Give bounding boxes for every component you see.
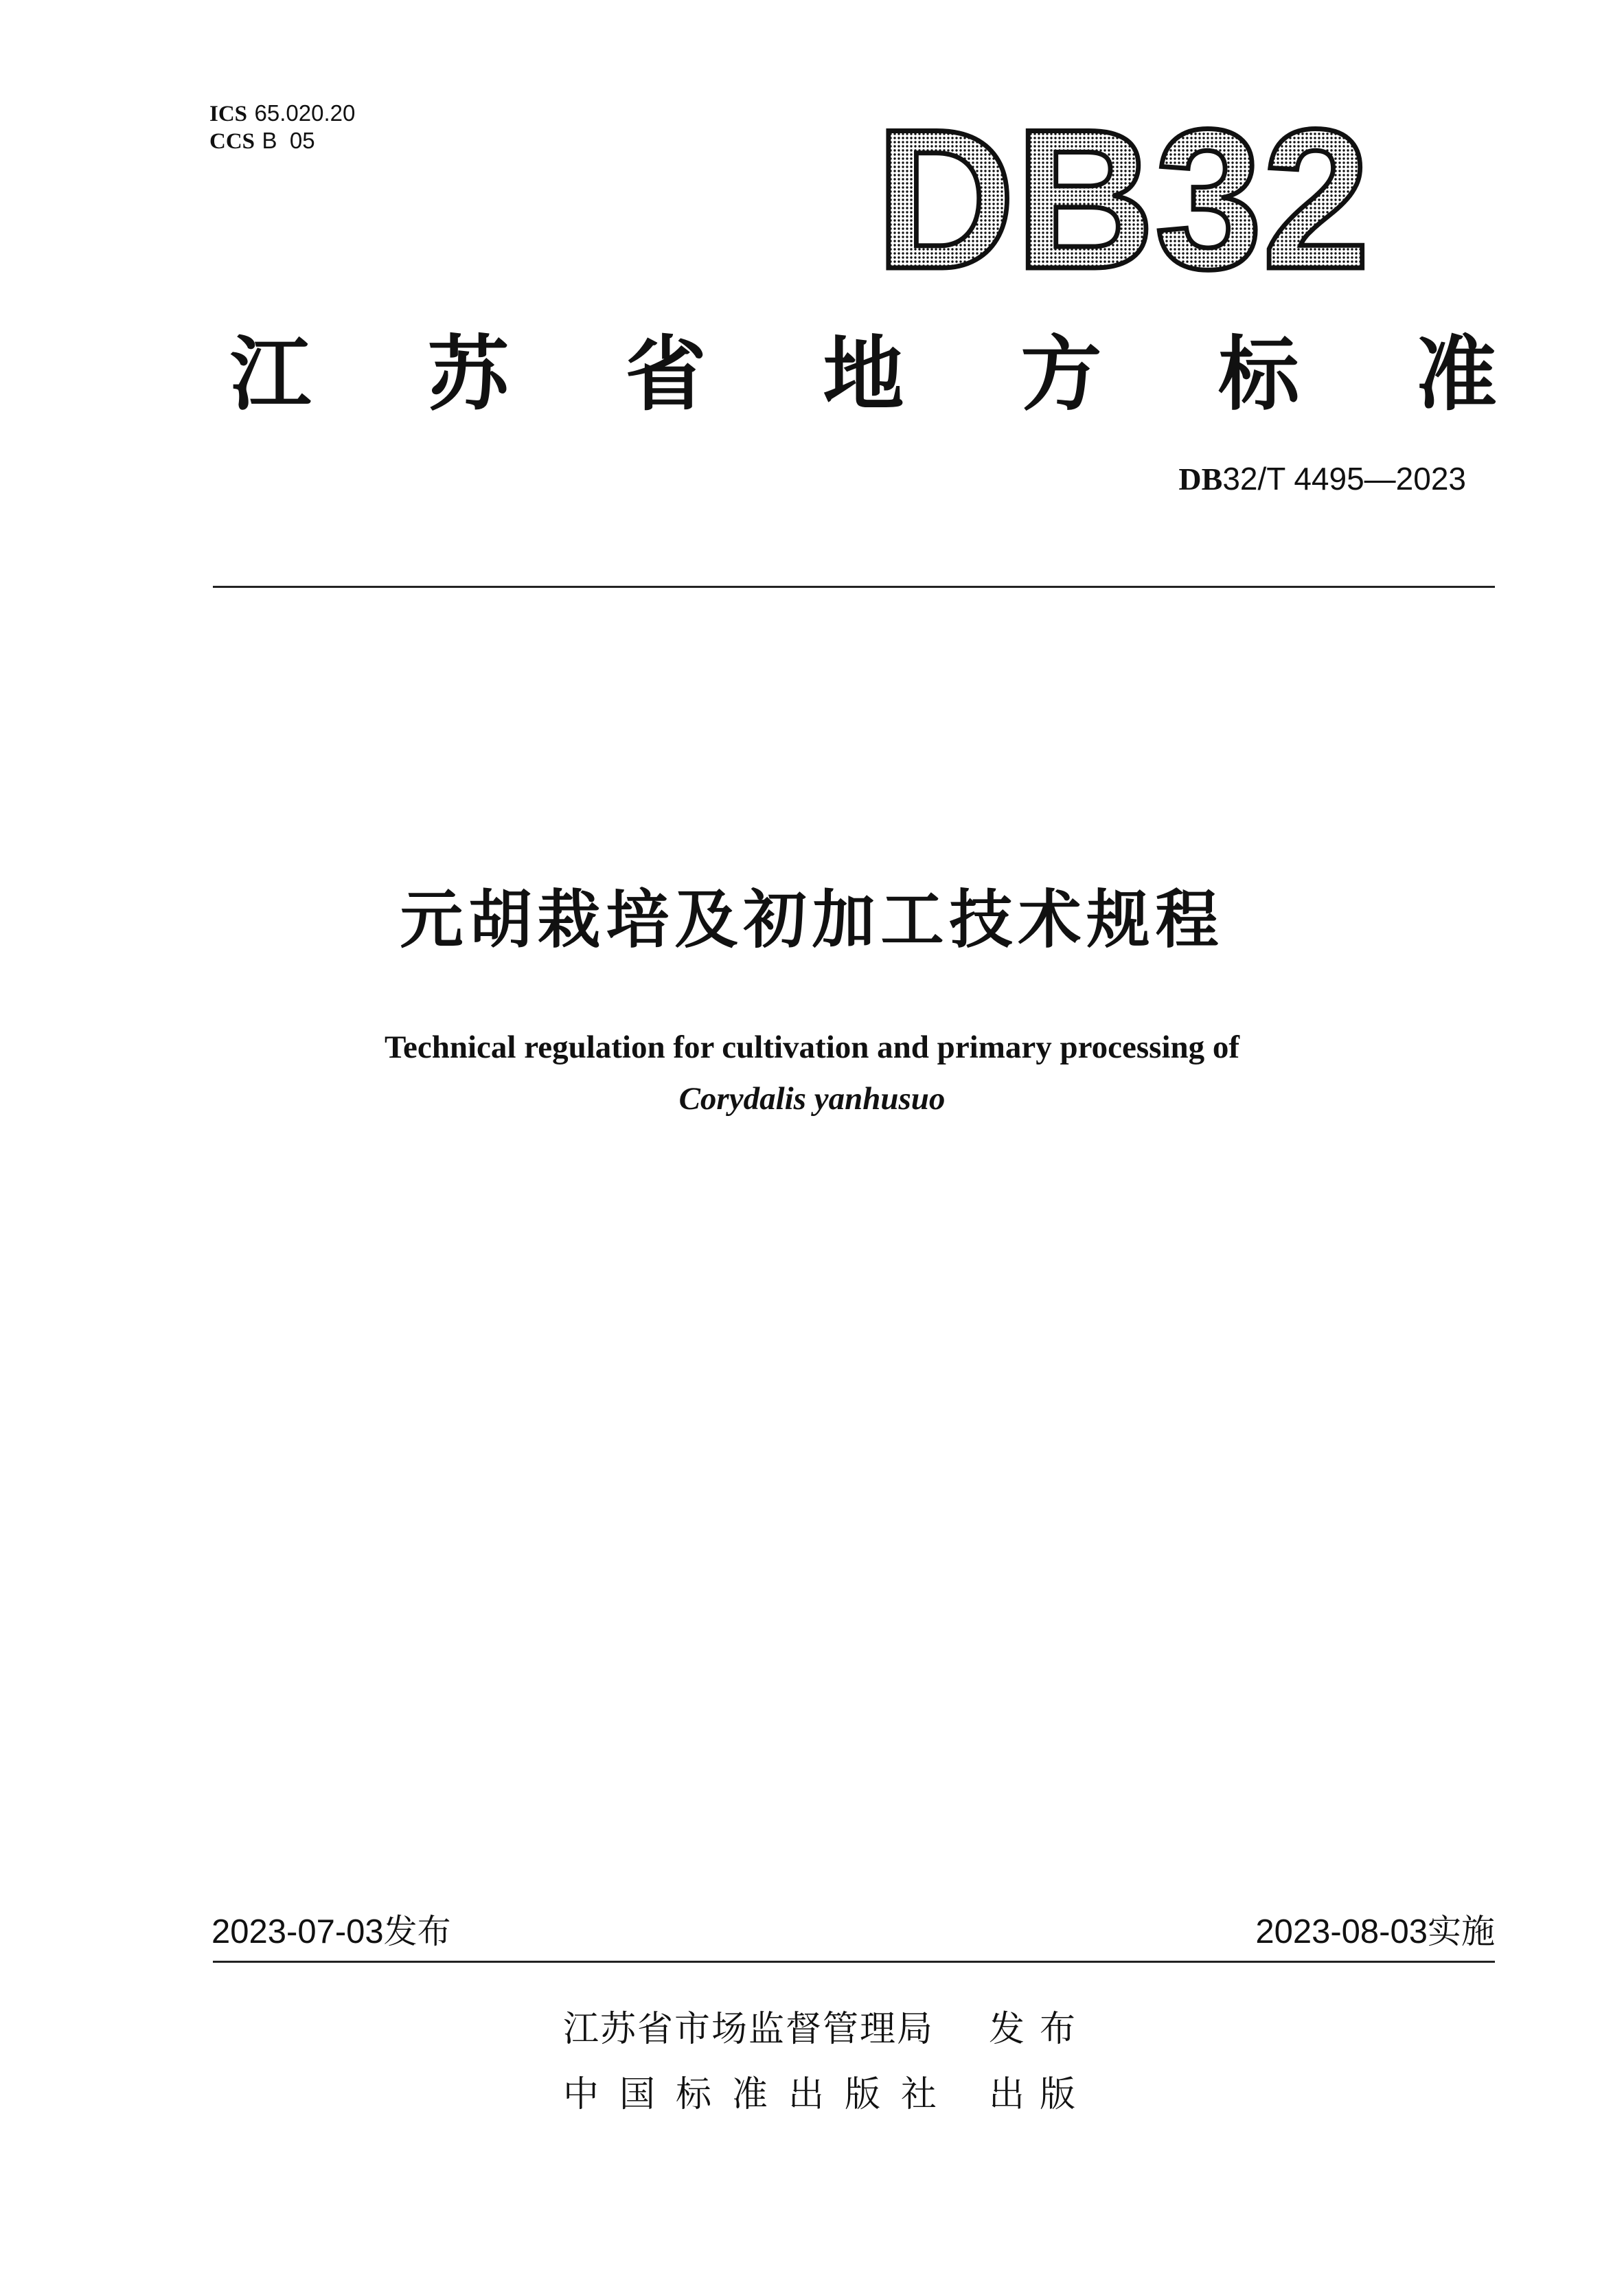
- release-date: [211, 1911, 451, 1952]
- publisher-action: 出版: [989, 2074, 1091, 2115]
- document-title-en-species: Corydalis yanhusuo: [678, 1081, 946, 1117]
- ics-value: 65.020.20: [254, 100, 356, 126]
- implement-date-value: 2023-08-03: [1255, 1913, 1428, 1950]
- implement-label: 实施: [1427, 1912, 1495, 1951]
- province-standard-title: [230, 323, 1497, 426]
- ics-code: [209, 100, 355, 128]
- document-title-cn: 元胡栽培及初加工技术规程: [400, 883, 1224, 957]
- ccs-label: CCS: [209, 129, 255, 154]
- standard-prefix: DB: [1178, 462, 1223, 497]
- release-date-value: 2023-07-03: [211, 1913, 384, 1950]
- province-title-char: 地: [823, 327, 904, 422]
- ics-label: ICS: [209, 102, 248, 126]
- province-title-char: 苏: [427, 327, 509, 422]
- standard-number-value: 32/T 4495—2023: [1222, 461, 1466, 497]
- issuer-org: 江苏省市场监督管理局: [563, 2009, 935, 2050]
- db32-logo-text: DB32: [876, 115, 1370, 287]
- issuer-action: 发布: [989, 2009, 1091, 2050]
- document-title-en: Technical regulation for cultivation and primary processing of: [384, 1029, 1240, 1065]
- issuer-row: [563, 2005, 1181, 2053]
- ccs-value: B 05: [262, 128, 315, 153]
- bottom-divider: [213, 1961, 1495, 1963]
- publisher-row: [563, 2071, 1181, 2119]
- province-title-char: 方: [1020, 327, 1102, 422]
- province-title-char: 准: [1415, 327, 1497, 422]
- province-title-char: 省: [625, 327, 707, 422]
- publisher-org: 中国标准出版社: [563, 2074, 958, 2115]
- province-title-char: 标: [1218, 327, 1300, 422]
- top-divider: [213, 586, 1495, 588]
- release-label: 发布: [383, 1912, 451, 1951]
- implement-date: [1255, 1911, 1495, 1952]
- ccs-code: [209, 127, 315, 155]
- standard-number: [1178, 460, 1466, 497]
- db32-logo: [872, 115, 1373, 287]
- province-title-char: 江: [230, 327, 312, 422]
